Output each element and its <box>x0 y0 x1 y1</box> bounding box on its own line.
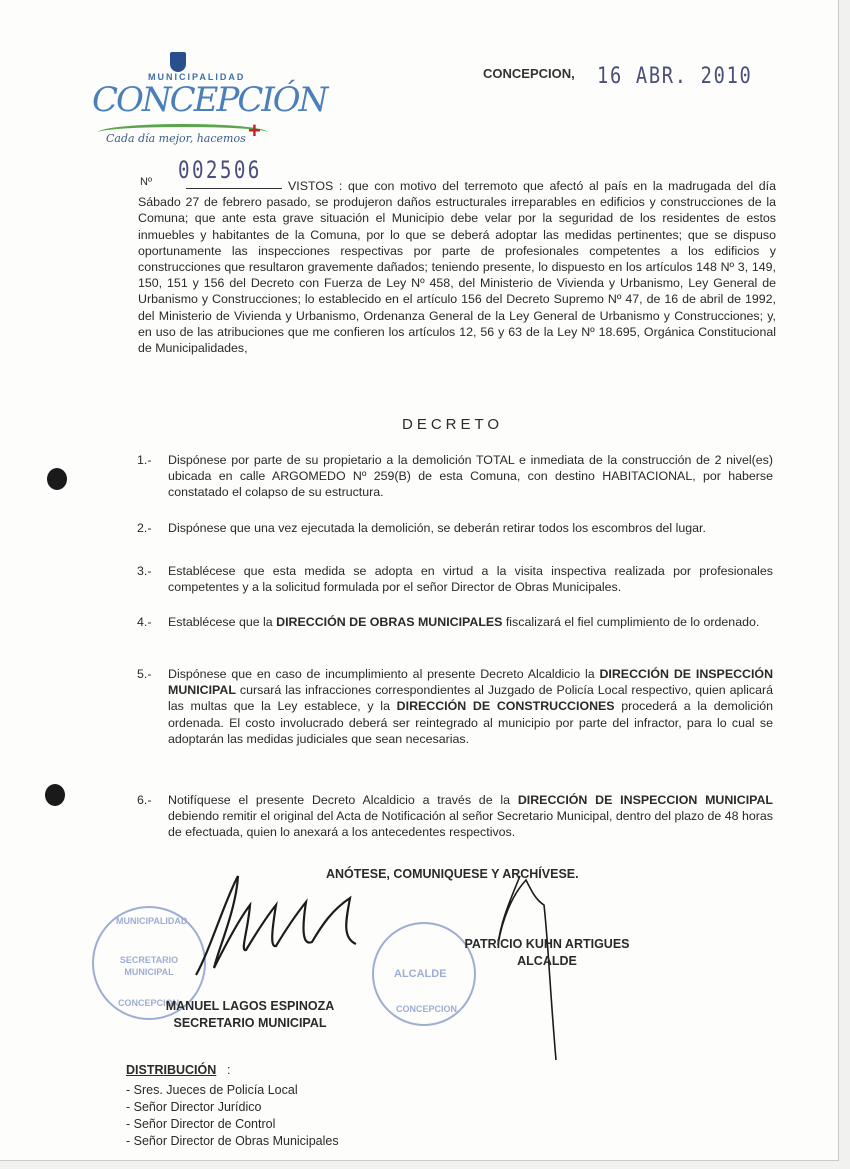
decree-heading: DECRETO <box>402 416 504 433</box>
secretary-title: SECRETARIO MUNICIPAL <box>173 1016 327 1030</box>
stamp-top-text: MUNICIPALIDAD <box>116 916 188 926</box>
logo-city-name: CONCEPCIÓN <box>92 80 327 120</box>
logo-municipality-text: MUNICIPALIDAD <box>148 72 246 82</box>
stamp-bottom-text: CONCEPCION <box>396 1004 458 1014</box>
mayor-title: ALCALDE <box>517 954 577 968</box>
item-text-part: Establécese que la <box>168 615 277 629</box>
closing-formula: ANÓTESE, COMUNIQUESE Y ARCHÍVESE. <box>326 867 579 881</box>
logo-slogan: Cada día mejor, hacemos <box>106 132 246 145</box>
plus-icon: + <box>248 118 261 143</box>
decree-number-label: Nº <box>140 176 152 188</box>
item-number: 6.- <box>137 793 152 807</box>
item-emphasis: DIRECCIÓN DE OBRAS MUNICIPALES <box>276 615 503 629</box>
stamp-center-text: SECRETARIO MUNICIPAL <box>119 955 179 977</box>
distribution-colon: : <box>227 1063 231 1077</box>
date-stamp: 16 ABR. 2010 <box>597 64 753 89</box>
stamp-center-text: ALCALDE <box>394 968 447 980</box>
item-text-part: Dispónese por parte de su propietario a la demolición TOTAL e inmediata de la construcción de 2 nivel(es) ubicada en calle ARGOMEDO Nº 259(B) de esta Comuna, con destino HABITACIONAL, por haberse constatado el colapso de su estructura. <box>168 453 773 500</box>
vistos-paragraph: VISTOS : que con motivo del terremoto que afectó al país en la madrugada del día Sábado 27 de febrero pasado, se produjeron daños estructurales irreparables en edificios y construcciones de la Comuna; que ante esta grave situación el Municipio debe velar por la seguridad de los residentes de estos inmuebles y habitantes de la Comuna, por lo que se deberá adoptar las medidas pertinentes; que se dispuso oportunamente las inspecciones respectivas por parte de profesionales competentes a los edificios y construcciones que resultaron gravemente dañados; teniendo presente, lo dispuesto en los artículos 148 Nº 3, 149, 150, 151 y 156 del Decreto con Fuerza de Ley Nº 458, del Ministerio de Vivienda y Urbanismo, Ley General de Urbanismo y Construcciones; lo establecido en el artículo 156 del Decreto Supremo Nº 47, de 16 de abril de 1992, del Ministerio de Vivienda y Urbanismo, Ordenanza General de la Ley General de Urbanismo y Construcciones; y, en uso de las atribuciones que me confieren los artículos 12, 56 y 63 de la Ley Nº 18.695, Orgánica Constitucional de Municipalidades, <box>138 179 776 356</box>
secretary-signature-block <box>150 998 350 1032</box>
item-number: 5.- <box>137 667 152 681</box>
item-number: 4.- <box>137 615 152 629</box>
item-number: 1.- <box>137 453 152 467</box>
distribution-item: - Señor Director Jurídico <box>126 1100 262 1114</box>
distribution-item: - Señor Director de Obras Municipales <box>126 1134 339 1148</box>
secretary-name: MANUEL LAGOS ESPINOZA <box>165 999 335 1013</box>
mayor-signature-block <box>452 936 642 970</box>
item-text-part: procederá a la demolición ordenada. El costo involucrado deberá ser reintegrado al municipio por parte del infractor, para lo cual se adoptarán las medidas judiciales que sean necesarias. <box>168 699 773 746</box>
item-text-part: Dispónese que una vez ejecutada la demolición, se deberán retirar todos los escombros del lugar. <box>168 521 706 535</box>
item-text-part: Notifíquese el presente Decreto Alcaldicio a través de la <box>168 793 518 807</box>
item-emphasis: DIRECCIÓN DE INSPECCIÓN MUNICIPAL <box>168 667 774 698</box>
distribution-item: - Señor Director de Control <box>126 1117 276 1131</box>
item-text-part: fiscalizará el fiel cumplimiento de lo ordenado. <box>502 615 760 629</box>
item-text-part: debiendo remitir el original del Acta de Notificación al señor Secretario Municipal, dentro del plazo de 48 horas de efectuada, quien lo anexará a los antecedentes respectivos. <box>168 809 773 840</box>
item-emphasis: DIRECCIÓN DE INSPECCION MUNICIPAL <box>517 793 774 807</box>
distribution-list <box>126 1082 339 1150</box>
item-emphasis: DIRECCIÓN DE CONSTRUCCIONES <box>396 699 615 714</box>
mayor-name: PATRICIO KUHN ARTIGUES <box>464 937 630 951</box>
item-number: 3.- <box>137 564 152 578</box>
item-text-part: Establécese que esta medida se adopta en virtud a la visita inspectiva realizada por profesionales competentes y a la solicitud formulada por el señor Director de Obras Municipales. <box>168 564 773 595</box>
stamp-bottom-text: CONCEPCION <box>118 998 180 1008</box>
distribution-item: - Sres. Jueces de Policía Local <box>126 1083 298 1097</box>
decree-number: 002506 <box>178 156 262 184</box>
distribution-heading: DISTRIBUCIÓN <box>126 1063 217 1077</box>
secretary-signature <box>196 876 356 975</box>
city-label: CONCEPCION, <box>483 66 575 81</box>
item-text-part: cursará las infracciones correspondientes al Juzgado de Policía Local respectivo, quien aplicará las multas que la Ley establece, y la <box>168 683 773 714</box>
item-number: 2.- <box>137 521 152 535</box>
item-text-part: Dispónese que en caso de incumplimiento al presente Decreto Alcaldicio la <box>168 667 600 681</box>
